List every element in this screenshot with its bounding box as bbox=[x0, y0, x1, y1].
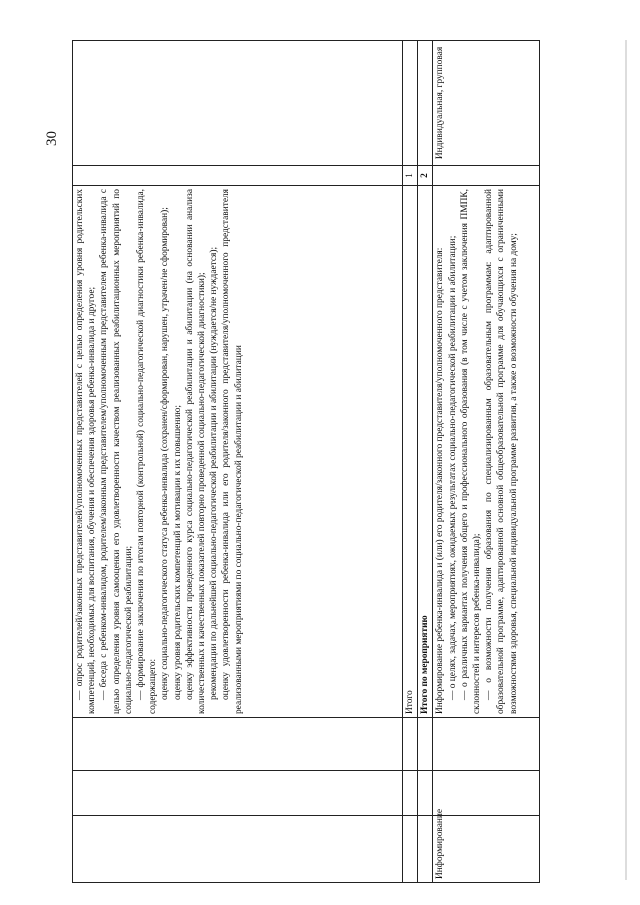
cell-empty bbox=[403, 41, 418, 166]
cell-empty bbox=[73, 771, 403, 816]
row2-name-cell: Информирование bbox=[433, 816, 540, 883]
total-label: Итого bbox=[403, 186, 418, 718]
cell-empty bbox=[418, 718, 433, 771]
row1-paragraph: — формирование заключения по итогам повторной (контрольной) социально-педагогической диагностики ребенка-инвалида, содержащего: bbox=[136, 189, 159, 714]
cell-empty bbox=[433, 718, 540, 771]
table-row bbox=[73, 41, 403, 883]
cell-empty bbox=[73, 718, 403, 771]
row1-paragraph: оценку социально-педагогического статуса ребенка-инвалида (сохранен/сформирован, нарушен, утрачен/не сформирован); bbox=[160, 207, 171, 700]
cell-empty bbox=[418, 816, 433, 883]
event-total-row bbox=[418, 41, 433, 883]
cell-empty bbox=[73, 816, 403, 883]
table-row bbox=[433, 41, 540, 883]
row1-paragraph: рекомендации по дальнейшей социально-педагогической реабилитации и абилитации (нуждается/не нуждается); bbox=[209, 246, 220, 700]
cell-empty bbox=[433, 166, 540, 186]
cell-empty bbox=[433, 771, 540, 816]
event-total-label: Итого по мероприятию bbox=[418, 186, 433, 718]
rotated-table-container bbox=[72, 40, 540, 883]
event-total-value: 2 bbox=[418, 166, 433, 186]
row2-paragraph: — о возможности получения образования по специализированным образовательным программам: адаптированной образовательной программе, адаптированной основной общеобразовательной программе для обучающихся с ограниченными возможностями здоровья, специальной индивидуальной программе развития, а также о возможности обучения на дому; bbox=[484, 189, 519, 714]
row2-paragraph: — о различных вариантах получения общего и профессионального образования (в том числе с учетом заключения ПМПК, склонностей и интересов ребенка-инвалида); bbox=[459, 189, 483, 714]
cell-empty bbox=[418, 771, 433, 816]
row1-description-cell bbox=[73, 186, 403, 718]
cell-empty bbox=[418, 41, 433, 166]
page-number: 30 bbox=[44, 131, 60, 146]
cell-empty bbox=[403, 771, 418, 816]
cell-empty bbox=[73, 41, 403, 166]
rehabilitation-table bbox=[72, 40, 540, 883]
row1-paragraph: — беседа с ребенком-инвалидом, родителем/законным представителем/уполномоченным представителем ребенка-инвалида с целью определения уровня самооценки его удовлетворенности качеством реализованных реабилитационных мероприятий по социально-педагогической реабилитации; bbox=[99, 189, 134, 714]
cell-empty bbox=[403, 816, 418, 883]
total-value: 1 bbox=[403, 166, 418, 186]
row1-paragraph: оценку уровня родительских компетенций и мотивации к их повышению; bbox=[172, 405, 183, 700]
cell-empty bbox=[73, 166, 403, 186]
row2-paragraph: Информирование ребенка-инвалида и (или) его родителя/законного представителя/уполномоченного представителя: bbox=[435, 247, 446, 714]
row1-paragraph: — опрос родителей/законных представителей/уполномоченных представителей с целью определения уровня родительских компетенций, необходимых для воспитания, обучения и обеспечения здоровья ребенка-инвалида и другое; bbox=[75, 189, 98, 714]
row2-description-cell bbox=[433, 186, 540, 718]
row1-paragraph: оценку удовлетворенности ребенка-инвалида или его родителя/законного представителя/уполномоченного представителя реализованными мероприятиями по социально-педагогической реабилитации и абилитации bbox=[221, 189, 244, 714]
row2-form-cell: Индивидуальная, групповая bbox=[433, 41, 540, 166]
row1-paragraph: оценку эффективности проведенного курса социально-педагогической реабилитации и абилитации (на основании анализа количественных и качественных показателей повторно проведенной социально-педагогической диагностики); bbox=[184, 189, 208, 714]
cell-empty bbox=[403, 718, 418, 771]
row2-paragraph: — о целях, задачах, мероприятиях, ожидаемых результатах социально-педагогической реабилитации и абилитации; bbox=[447, 235, 458, 700]
total-row bbox=[403, 41, 418, 883]
